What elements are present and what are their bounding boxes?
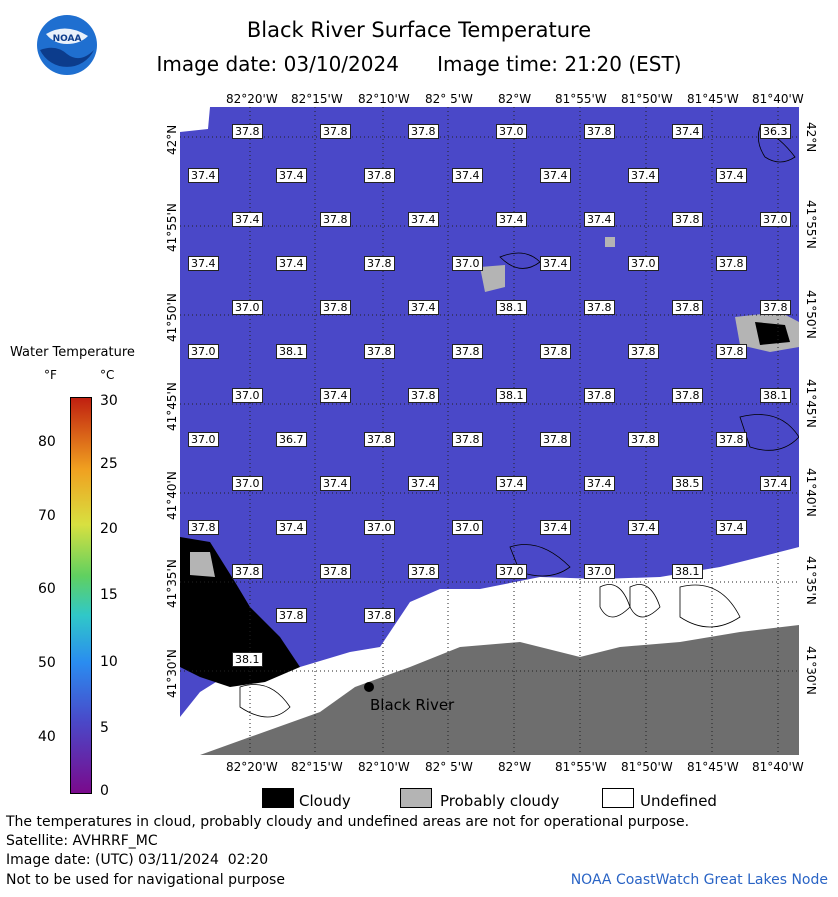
temperature-label: 37.8 xyxy=(716,344,747,359)
temperature-label: 37.8 xyxy=(232,564,263,579)
temperature-label: 37.4 xyxy=(320,476,351,491)
colorbar-c-tick-20: 20 xyxy=(100,521,118,537)
temperature-label: 37.8 xyxy=(364,168,395,183)
lon-label-bottom-7: 81°50'W xyxy=(621,760,673,774)
temperature-label: 37.8 xyxy=(452,344,483,359)
lon-label-top-5: 82°W xyxy=(498,92,532,106)
colorbar-c-tick-10: 10 xyxy=(100,654,118,670)
lon-label-bottom-2: 82°15'W xyxy=(291,760,343,774)
lon-label-bottom-8: 81°45'W xyxy=(687,760,739,774)
temperature-label: 38.1 xyxy=(496,388,527,403)
temperature-label: 37.4 xyxy=(716,520,747,535)
colorbar-c-tick-25: 25 xyxy=(100,456,118,472)
colorbar-c-tick-5: 5 xyxy=(100,720,109,736)
temperature-label: 37.0 xyxy=(760,212,791,227)
colorbar-unit-f: °F xyxy=(44,368,57,382)
temperature-label: 37.8 xyxy=(364,608,395,623)
temperature-label: 37.4 xyxy=(672,124,703,139)
temperature-label: 37.8 xyxy=(320,212,351,227)
temperature-label: 37.8 xyxy=(276,608,307,623)
lat-label-right-1: 42°N xyxy=(804,122,818,153)
colorbar-f-tick-80: 80 xyxy=(38,434,56,450)
map-subtitle xyxy=(0,52,838,76)
temperature-label: 37.0 xyxy=(452,520,483,535)
lat-label-left-7: 41°30'N xyxy=(165,649,179,698)
lat-label-right-2: 41°55'N xyxy=(804,200,818,249)
temperature-label: 37.8 xyxy=(320,124,351,139)
footer-utc-date: Image date: (UTC) 03/11/2024 02:20 xyxy=(6,852,269,868)
temperature-label: 38.1 xyxy=(672,564,703,579)
lon-label-bottom-3: 82°10'W xyxy=(358,760,410,774)
temperature-label: 37.0 xyxy=(364,520,395,535)
temperature-label: 37.4 xyxy=(584,212,615,227)
image-time: Image time: 21:20 (EST) xyxy=(437,52,682,76)
black-river-label: Black River xyxy=(370,696,455,714)
temperature-label: 37.8 xyxy=(584,300,615,315)
footer-satellite: Satellite: AVHRRF_MC xyxy=(6,833,158,849)
map-canvas xyxy=(180,107,799,755)
temperature-label: 37.0 xyxy=(496,124,527,139)
temperature-label: 37.4 xyxy=(628,168,659,183)
legend-undefined-label: Undefined xyxy=(640,792,717,810)
temperature-label: 37.0 xyxy=(232,300,263,315)
temperature-label: 37.8 xyxy=(628,432,659,447)
temperature-label: 37.8 xyxy=(672,300,703,315)
temperature-label: 37.4 xyxy=(540,168,571,183)
temperature-label: 37.4 xyxy=(584,476,615,491)
temperature-label: 37.0 xyxy=(496,564,527,579)
lon-label-bottom-9: 81°40'W xyxy=(752,760,804,774)
temperature-label: 37.4 xyxy=(496,476,527,491)
probably-cloudy-small xyxy=(605,237,615,247)
temperature-label: 37.8 xyxy=(672,212,703,227)
map-panel xyxy=(180,107,799,755)
temperature-label: 37.8 xyxy=(540,432,571,447)
temperature-label: 38.1 xyxy=(496,300,527,315)
temperature-label: 37.0 xyxy=(188,344,219,359)
temperature-label: 37.8 xyxy=(408,564,439,579)
temperature-label: 37.8 xyxy=(716,432,747,447)
temperature-label: 37.8 xyxy=(364,344,395,359)
black-river-marker xyxy=(364,682,374,692)
temperature-label: 37.8 xyxy=(716,256,747,271)
lat-label-right-6: 41°35'N xyxy=(804,556,818,605)
footer-navigation: Not to be used for navigational purpose xyxy=(6,872,285,888)
temperature-label: 37.0 xyxy=(452,256,483,271)
temperature-label: 37.4 xyxy=(276,168,307,183)
temperature-label: 37.8 xyxy=(364,256,395,271)
colorbar-unit-c: °C xyxy=(100,368,115,382)
cloudy-area-east xyxy=(755,322,790,345)
temperature-label: 37.8 xyxy=(320,564,351,579)
colorbar-f-tick-60: 60 xyxy=(38,581,56,597)
legend-probably-cloudy-label: Probably cloudy xyxy=(440,792,560,810)
lon-label-top-6: 81°55'W xyxy=(555,92,607,106)
lon-label-top-9: 81°40'W xyxy=(752,92,804,106)
legend-undefined-swatch xyxy=(602,788,634,808)
temperature-label: 37.8 xyxy=(672,388,703,403)
temperature-label: 37.8 xyxy=(408,124,439,139)
temperature-label: 37.4 xyxy=(408,212,439,227)
temperature-label: 37.8 xyxy=(628,344,659,359)
lon-label-top-3: 82°10'W xyxy=(358,92,410,106)
lat-label-left-2: 41°55'N xyxy=(165,203,179,252)
temperature-label: 38.1 xyxy=(232,652,263,667)
temperature-label: 37.8 xyxy=(320,300,351,315)
temperature-label: 37.4 xyxy=(320,388,351,403)
lat-label-left-6: 41°35'N xyxy=(165,559,179,608)
footer-credit: NOAA CoastWatch Great Lakes Node xyxy=(570,872,828,888)
temperature-label: 36.7 xyxy=(276,432,307,447)
colorbar-f-tick-50: 50 xyxy=(38,655,56,671)
temperature-label: 37.0 xyxy=(584,564,615,579)
colorbar xyxy=(70,397,92,794)
colorbar-f-tick-40: 40 xyxy=(38,729,56,745)
colorbar-c-tick-15: 15 xyxy=(100,587,118,603)
lat-label-left-1: 42°N xyxy=(165,124,179,155)
temperature-label: 37.4 xyxy=(408,476,439,491)
lon-label-top-4: 82° 5'W xyxy=(425,92,473,106)
temperature-label: 37.4 xyxy=(716,168,747,183)
legend-probably-cloudy-swatch xyxy=(400,788,432,808)
temperature-label: 37.8 xyxy=(232,124,263,139)
lat-label-left-4: 41°45'N xyxy=(165,382,179,431)
temperature-label: 37.8 xyxy=(364,432,395,447)
temperature-label: 37.8 xyxy=(188,520,219,535)
lat-label-right-4: 41°45'N xyxy=(804,379,818,428)
temperature-label: 38.1 xyxy=(760,388,791,403)
lat-label-right-5: 41°40'N xyxy=(804,468,818,517)
temperature-label: 37.0 xyxy=(628,256,659,271)
temperature-label: 37.4 xyxy=(408,300,439,315)
lat-label-left-3: 41°50'N xyxy=(165,293,179,342)
temperature-label: 37.4 xyxy=(452,168,483,183)
temperature-label: 37.0 xyxy=(232,388,263,403)
temperature-label: 37.0 xyxy=(188,432,219,447)
temperature-label: 37.4 xyxy=(496,212,527,227)
temperature-label: 37.8 xyxy=(760,300,791,315)
temperature-label: 37.4 xyxy=(276,256,307,271)
colorbar-c-tick-0: 0 xyxy=(100,783,109,799)
logo-text: NOAA xyxy=(52,34,82,44)
lon-label-bottom-4: 82° 5'W xyxy=(425,760,473,774)
lon-label-top-1: 82°20'W xyxy=(226,92,278,106)
undefined-area-topleft xyxy=(180,107,210,132)
temperature-label: 37.4 xyxy=(188,168,219,183)
colorbar-c-tick-30: 30 xyxy=(100,393,118,409)
lon-label-bottom-6: 81°55'W xyxy=(555,760,607,774)
legend-cloudy-label: Cloudy xyxy=(299,792,351,810)
lat-label-left-5: 41°40'N xyxy=(165,471,179,520)
temperature-label: 37.4 xyxy=(760,476,791,491)
temperature-label: 37.8 xyxy=(584,124,615,139)
temperature-label: 36.3 xyxy=(760,124,791,139)
lat-label-right-3: 41°50'N xyxy=(804,290,818,339)
temperature-label: 37.4 xyxy=(540,520,571,535)
temperature-label: 37.8 xyxy=(584,388,615,403)
colorbar-f-tick-70: 70 xyxy=(38,508,56,524)
temperature-label: 38.5 xyxy=(672,476,703,491)
temperature-label: 37.4 xyxy=(628,520,659,535)
map-title: Black River Surface Temperature xyxy=(246,18,592,42)
lon-label-top-2: 82°15'W xyxy=(291,92,343,106)
lon-label-bottom-5: 82°W xyxy=(498,760,532,774)
colorbar-title: Water Temperature xyxy=(10,345,135,360)
temperature-label: 37.8 xyxy=(452,432,483,447)
footer-note: The temperatures in cloud, probably cloudy and undefined areas are not for operational purpose. xyxy=(6,814,690,830)
temperature-label: 37.8 xyxy=(540,344,571,359)
temperature-label: 38.1 xyxy=(276,344,307,359)
image-date: Image date: 03/10/2024 xyxy=(156,52,399,76)
temperature-label: 37.8 xyxy=(408,388,439,403)
legend-cloudy-swatch xyxy=(262,788,294,808)
lon-label-bottom-1: 82°20'W xyxy=(226,760,278,774)
lon-label-top-8: 81°45'W xyxy=(687,92,739,106)
temperature-label: 37.4 xyxy=(276,520,307,535)
temperature-label: 37.4 xyxy=(188,256,219,271)
temperature-label: 37.0 xyxy=(232,476,263,491)
temperature-label: 37.4 xyxy=(540,256,571,271)
temperature-label: 37.4 xyxy=(232,212,263,227)
lon-label-top-7: 81°50'W xyxy=(621,92,673,106)
lat-label-right-7: 41°30'N xyxy=(804,646,818,695)
